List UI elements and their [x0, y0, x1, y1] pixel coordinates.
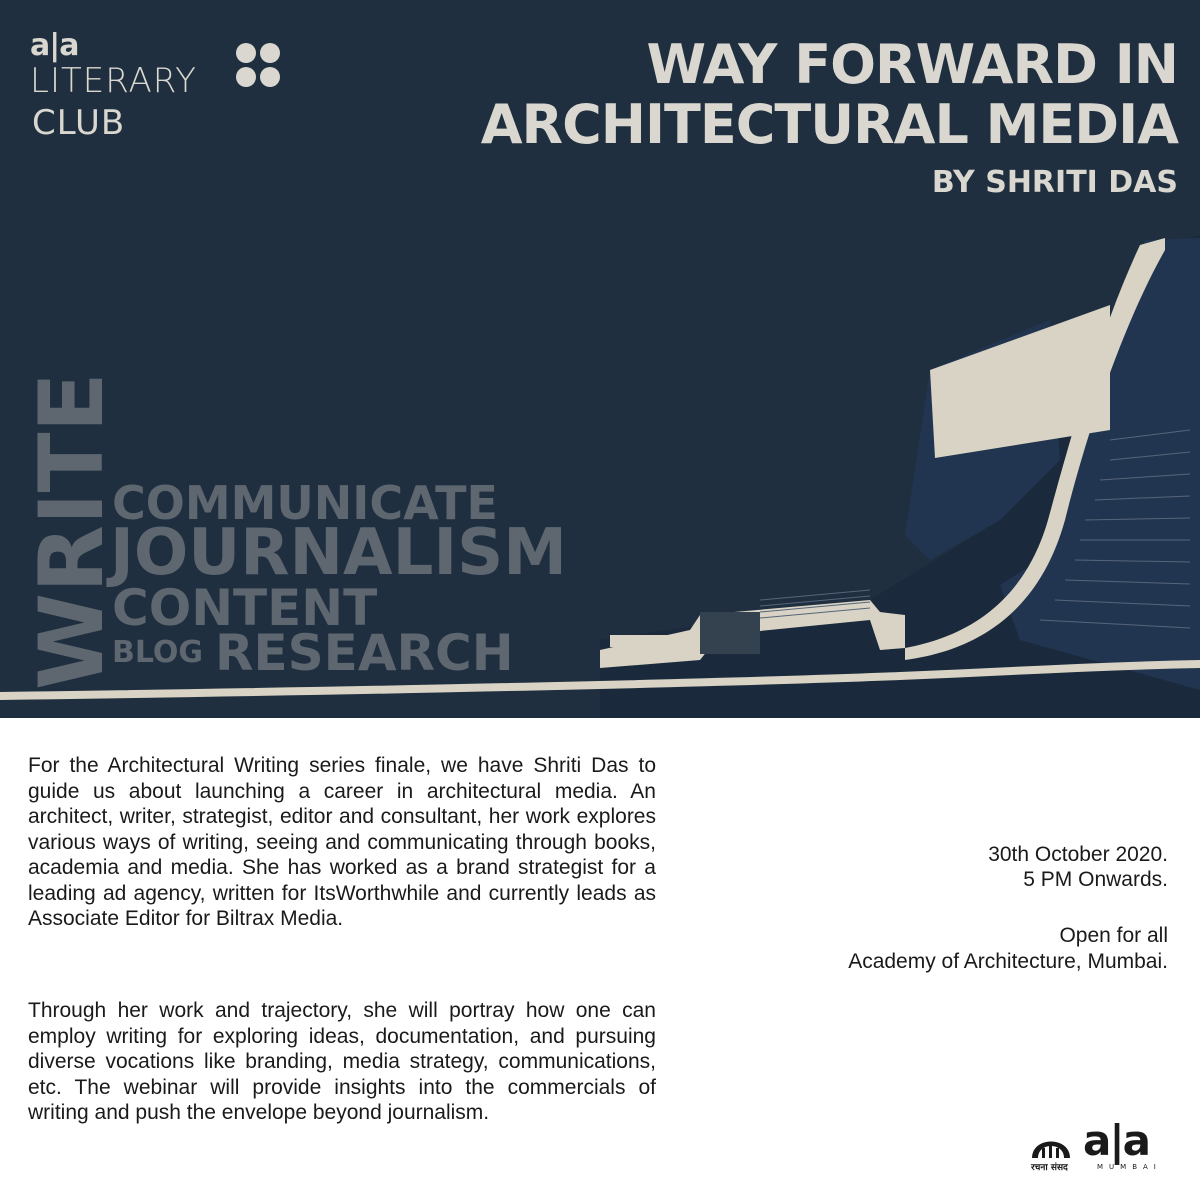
club-logo [30, 30, 197, 146]
keyword-write: WRITE [20, 372, 123, 690]
event-date: 30th October 2020. [988, 843, 1168, 866]
description-paragraph-1: For the Architectural Writing series finale, we have Shriti Das to guide us about launching a career in architectural media. An architect, writer, strategist, editor and consultant, her work explores various ways of writing, seeing and communicating through books, academia and media. She has worked as a brand strategist for a leading ad agency, written for ItsWorthwhile and currently leads as Associate Editor for Biltrax Media. [28, 754, 656, 930]
keyword-content: CONTENT [112, 579, 378, 637]
title-line1: WAY FORWARD IN [646, 33, 1178, 96]
club-name-line2: CLUB [32, 103, 126, 143]
partner-label: रचना संसद [1031, 1163, 1068, 1173]
keyword-communicate: COMMUNICATE [112, 476, 498, 530]
event-time: 5 PM Onwards. [1023, 868, 1168, 891]
speaker-byline: BY SHRITI DAS [931, 165, 1178, 200]
club-name-line1: LITERARY [30, 61, 197, 101]
keyword-blog: BLOG [112, 635, 204, 670]
host-city: MUMBAI [1097, 1163, 1162, 1171]
keyword-journalism: JOURNALISM [110, 516, 567, 590]
host-logo: a|a [1083, 1116, 1150, 1165]
event-host: Academy of Architecture, Mumbai. [848, 950, 1168, 973]
title-line2: ARCHITECTURAL MEDIA [480, 93, 1178, 156]
club-dots-icon [235, 42, 281, 88]
event-access: Open for all [1059, 924, 1168, 947]
keyword-research: RESEARCH [215, 624, 514, 682]
description-paragraph-2: Through her work and trajectory, she will portray how one can employ writing for exploring ideas, documentation, and pursuing diverse vocations like branding, media strategy, communications, etc. The webinar will provide insights into the commercials of writing and push the envelope beyond journalism. [28, 999, 656, 1124]
club-mark: a|a [30, 28, 79, 63]
event-title [481, 35, 1178, 155]
